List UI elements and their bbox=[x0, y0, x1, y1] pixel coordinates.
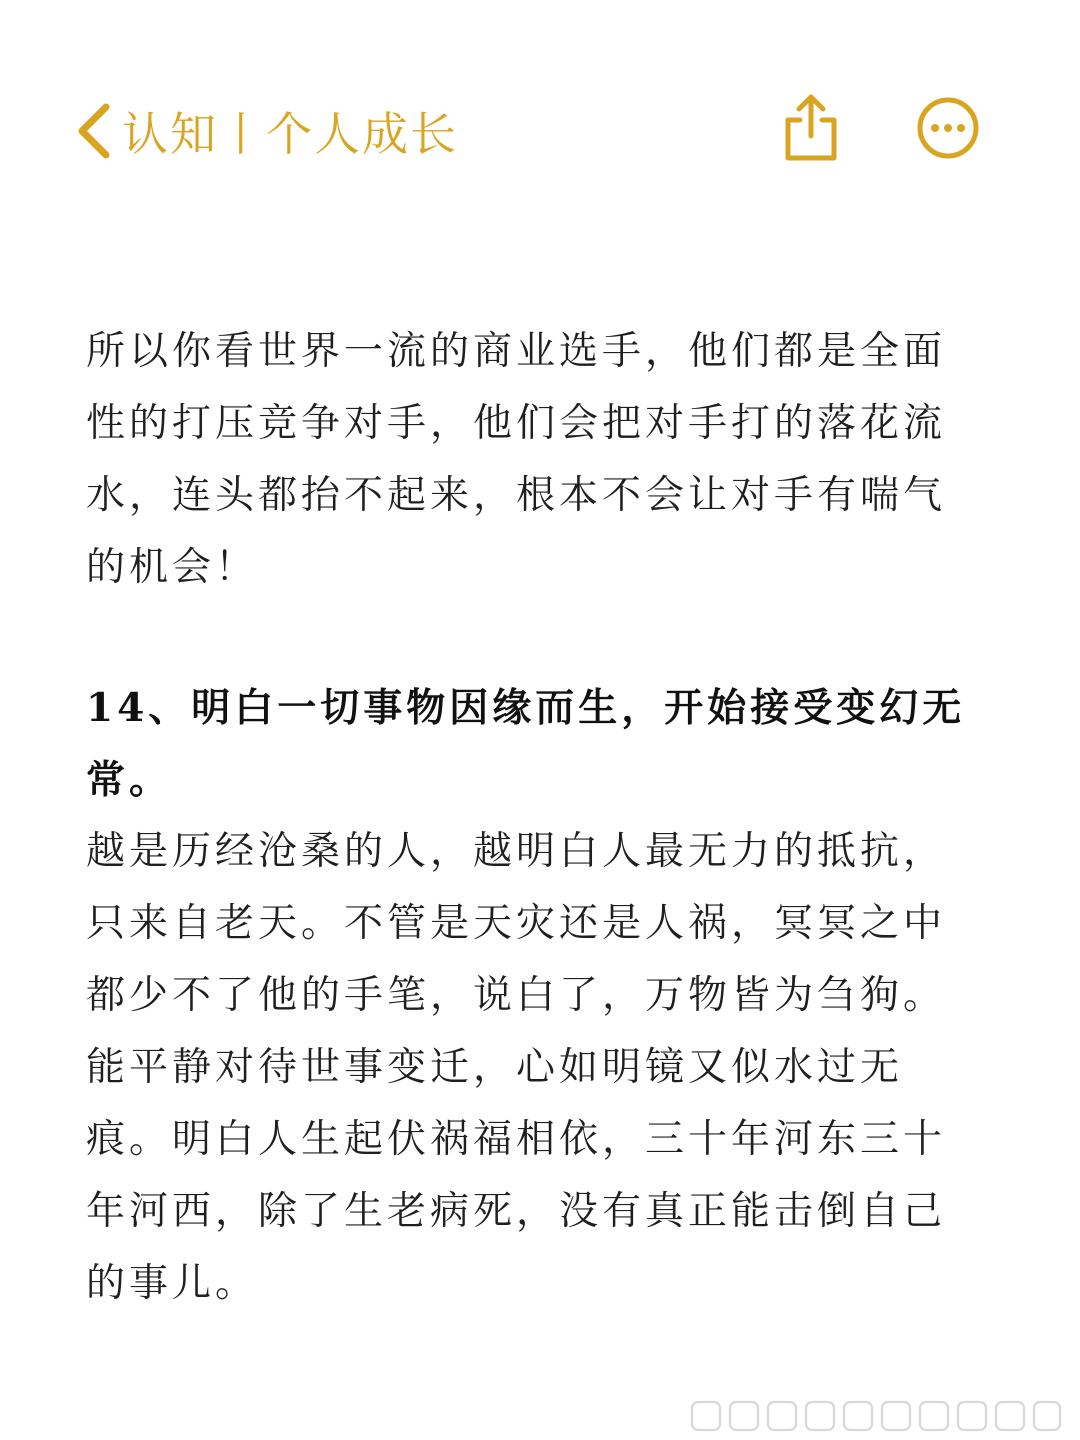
share-button[interactable] bbox=[780, 92, 842, 164]
share-icon bbox=[780, 92, 842, 164]
watermark-graphic bbox=[690, 1398, 1062, 1434]
note-body[interactable] bbox=[86, 316, 986, 1320]
note-paragraph-1: 所以你看世界一流的商业选手，他们都是全面性的打压竞争对手，他们会把对手打的落花流水，连头都抬不起来，根本不会让对手有喘气的机会！ bbox=[86, 329, 947, 590]
note-heading: 14、明白一切事物因缘而生，开始接受变幻无常。 bbox=[86, 685, 966, 803]
chevron-left-icon bbox=[72, 101, 116, 161]
folder-title: 认知丨个人成长 bbox=[122, 107, 458, 161]
navigation-bar bbox=[0, 86, 1080, 176]
more-icon bbox=[916, 96, 980, 160]
note-paragraph-2: 越是历经沧桑的人，越明白人最无力的抵抗，只来自老天。不管是天灾还是人祸，冥冥之中都少不了他的手笔，说白了，万物皆为刍狗。能平静对待世事变迁，心如明镜又似水过无痕。明白人生起伏祸福相依，三十年河东三十年河西，除了生老病死，没有真正能击倒自己的事儿。 bbox=[86, 829, 947, 1306]
more-button[interactable] bbox=[916, 96, 980, 160]
back-button[interactable] bbox=[72, 90, 458, 172]
